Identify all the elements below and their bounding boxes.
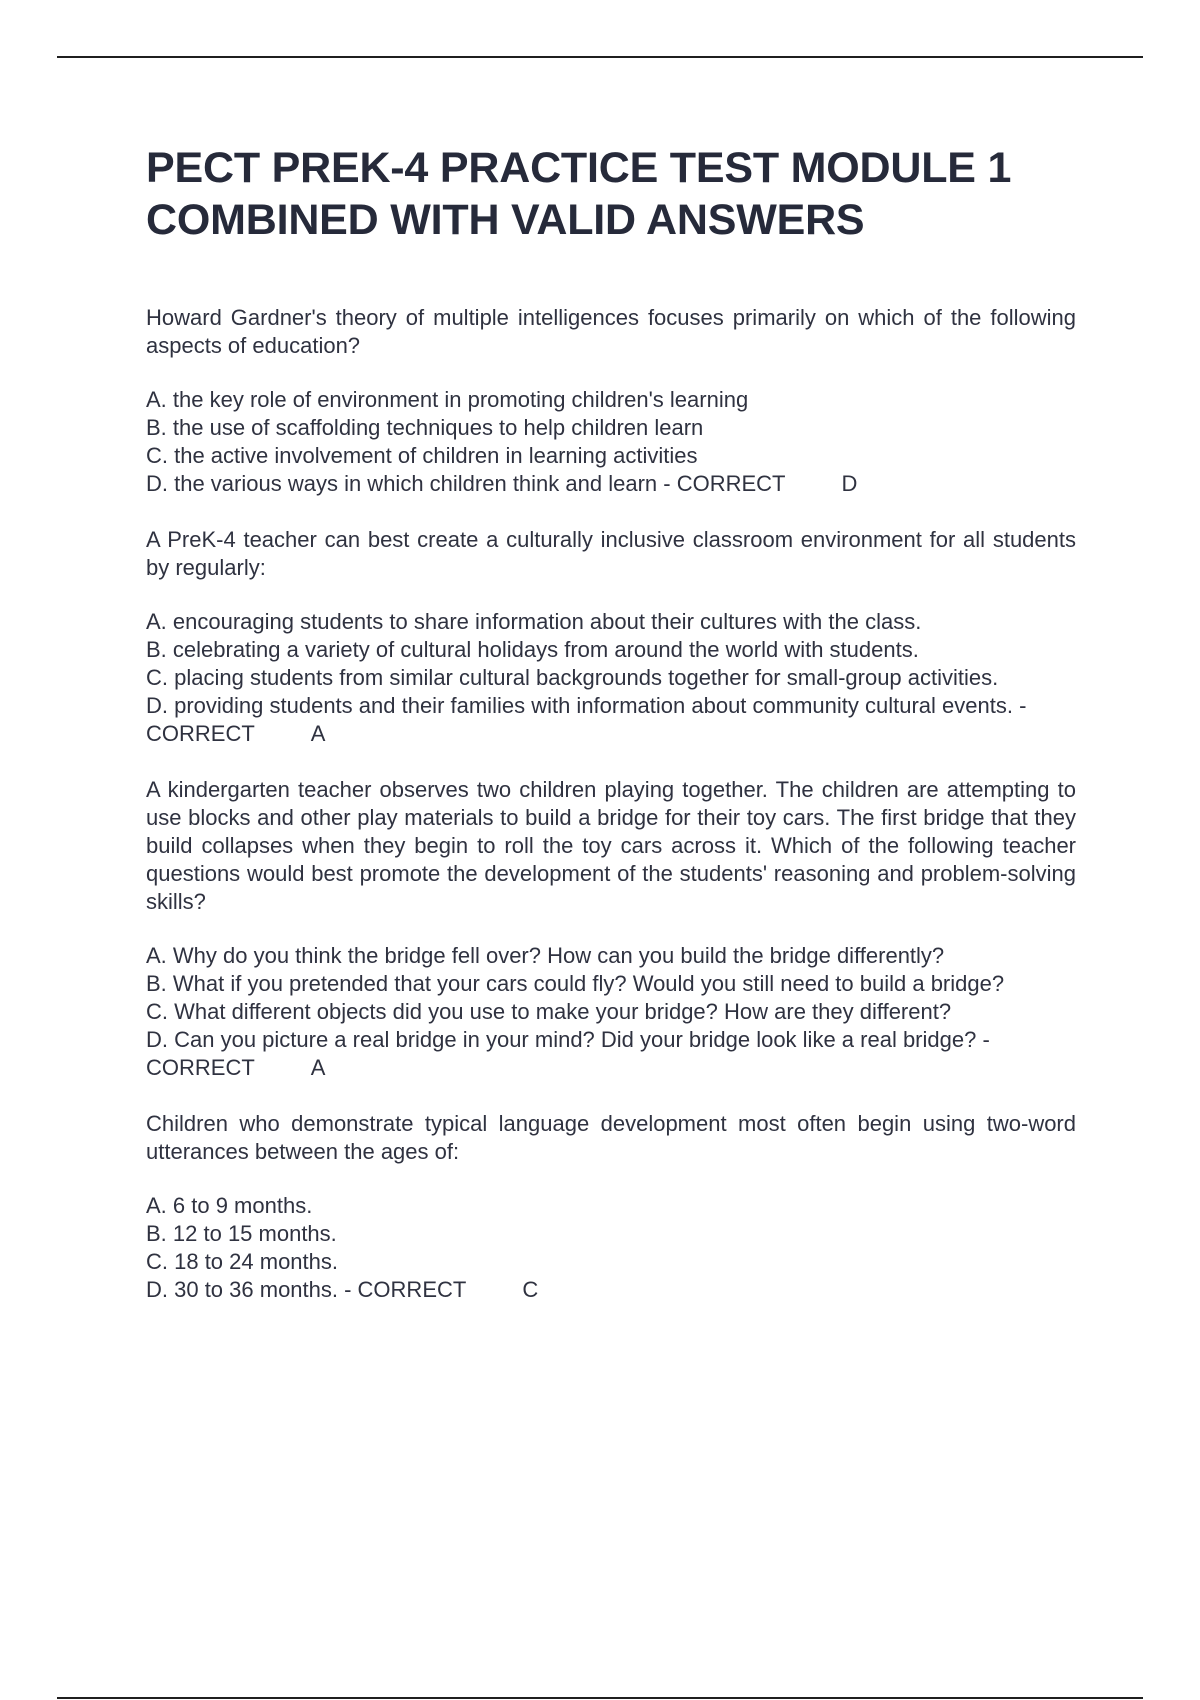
correct-answer: A xyxy=(310,1055,326,1080)
option-list xyxy=(146,608,1076,748)
option-d xyxy=(146,1026,1076,1082)
option-b: B. What if you pretended that your cars could fly? Would you still need to build a bridge? xyxy=(146,971,1005,996)
option-c: C. 18 to 24 months. xyxy=(146,1249,338,1274)
option-c: C. the active involvement of children in learning activities xyxy=(146,443,698,468)
option-a: A. 6 to 9 months. xyxy=(146,1193,313,1218)
header-rule xyxy=(57,56,1143,58)
question-prompt: A kindergarten teacher observes two children playing together. The children are attempting to use blocks and other play materials to build a bridge for their toy cars. The first bridge that they build collapses when they begin to roll the toy cars across it. Which of the following teacher questions would best promote the development of the students' reasoning and problem-solving skills? xyxy=(146,777,1076,914)
option-d-text: D. Can you picture a real bridge in your mind? Did your bridge look like a real bridge? - CORRECT xyxy=(146,1027,990,1080)
option-d-text: D. providing students and their families with information about community cultural events. - CORRECT xyxy=(146,693,1027,746)
question-prompt: A PreK-4 teacher can best create a culturally inclusive classroom environment for all students by regularly: xyxy=(146,527,1076,580)
title-line-2: COMBINED WITH VALID ANSWERS xyxy=(146,196,865,244)
option-list xyxy=(146,386,1076,498)
question-block-3 xyxy=(146,776,1076,1082)
option-a: A. Why do you think the bridge fell over? How can you build the bridge differently? xyxy=(146,943,945,968)
option-a: A. encouraging students to share information about their cultures with the class. xyxy=(146,609,922,634)
question-block-4 xyxy=(146,1110,1076,1304)
option-b: B. the use of scaffolding techniques to help children learn xyxy=(146,415,704,440)
option-d-text: D. the various ways in which children think and learn - CORRECT xyxy=(146,471,786,496)
option-a: A. the key role of environment in promoting children's learning xyxy=(146,387,749,412)
document-body xyxy=(146,142,1076,1304)
footer-rule xyxy=(57,1697,1143,1699)
correct-answer: D xyxy=(841,471,858,496)
document-title xyxy=(146,142,1076,246)
option-d xyxy=(146,1276,1076,1304)
option-d xyxy=(146,692,1076,748)
option-b: B. celebrating a variety of cultural holidays from around the world with students. xyxy=(146,637,919,662)
option-c: C. placing students from similar cultural backgrounds together for small-group activities. xyxy=(146,665,999,690)
question-prompt: Howard Gardner's theory of multiple intelligences focuses primarily on which of the following aspects of education? xyxy=(146,305,1076,358)
option-b: B. 12 to 15 months. xyxy=(146,1221,337,1246)
option-c: C. What different objects did you use to make your bridge? How are they different? xyxy=(146,999,952,1024)
question-prompt: Children who demonstrate typical language development most often begin using two-word utterances between the ages of: xyxy=(146,1111,1076,1164)
title-line-1: PECT PREK-4 PRACTICE TEST MODULE 1 xyxy=(146,144,1012,192)
correct-answer: A xyxy=(310,721,326,746)
question-block-1 xyxy=(146,304,1076,498)
question-block-2 xyxy=(146,526,1076,748)
option-d-text: D. 30 to 36 months. - CORRECT xyxy=(146,1277,467,1302)
option-d xyxy=(146,470,1076,498)
correct-answer: C xyxy=(522,1277,539,1302)
option-list xyxy=(146,942,1076,1082)
option-list xyxy=(146,1192,1076,1304)
